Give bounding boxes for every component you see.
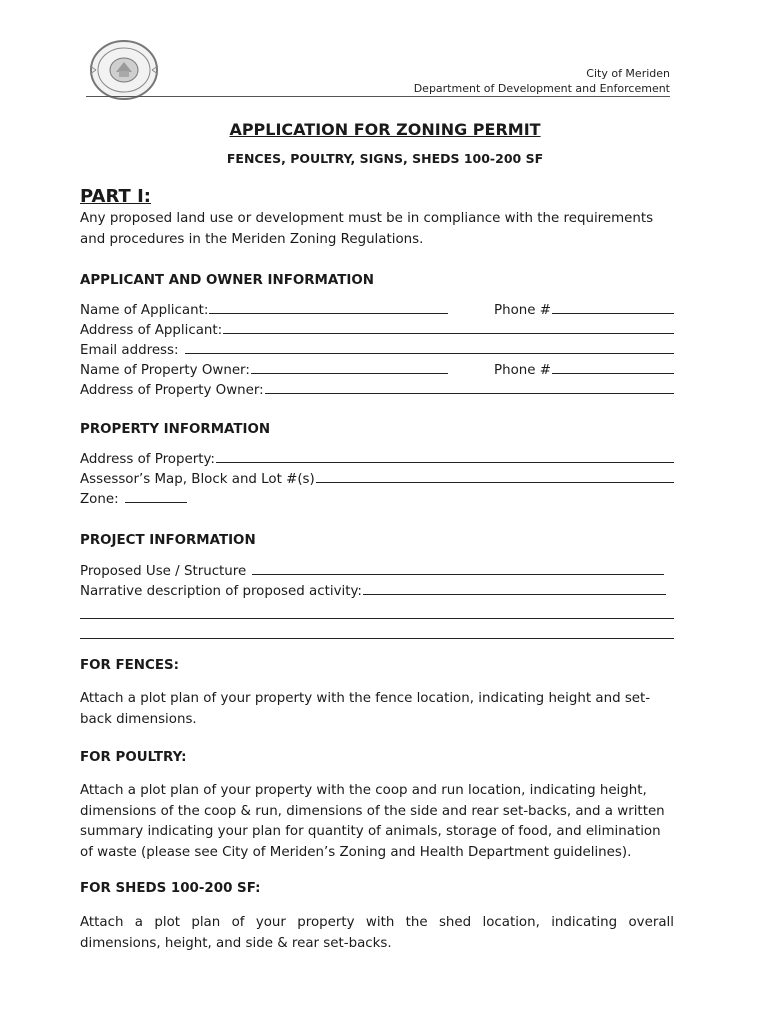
- narrative-line[interactable]: [80, 619, 674, 639]
- email-row: [80, 338, 674, 358]
- poultry-paragraph: [80, 781, 674, 863]
- applicant-address-label: Address of Applicant:: [80, 323, 223, 338]
- owner-address-field[interactable]: [265, 392, 674, 394]
- owner-phone-field[interactable]: [552, 372, 674, 374]
- fences-line: Attach a plot plan of your property with the fence location, indicating height and set-: [80, 691, 651, 706]
- applicant-address-field[interactable]: [223, 332, 674, 334]
- zone-label: Zone:: [80, 492, 119, 507]
- proposed-use-row: [80, 559, 674, 579]
- department-name: Department of Development and Enforcement: [413, 82, 670, 95]
- zone-field[interactable]: [125, 501, 187, 503]
- city-seal-logo: [86, 38, 162, 102]
- property-section-heading: PROPERTY INFORMATION: [80, 422, 271, 437]
- assessor-row: [80, 467, 674, 487]
- header-divider: [86, 96, 670, 97]
- property-address-label: Address of Property:: [80, 452, 215, 467]
- email-label: Email address:: [80, 343, 179, 358]
- owner-address-label: Address of Property Owner:: [80, 383, 264, 398]
- owner-address-row: [80, 378, 674, 398]
- city-name: City of Meriden: [586, 67, 670, 80]
- fences-heading: FOR FENCES:: [80, 658, 179, 673]
- sheds-line: Attach a plot plan of your property with the shed location, indicating overall: [80, 915, 674, 930]
- applicant-fields: [80, 298, 674, 398]
- poultry-line: dimensions of the coop & run, dimensions of the side and rear set-backs, and a written: [80, 803, 665, 819]
- narrative-row: [80, 579, 674, 599]
- applicant-name-row: [80, 298, 674, 318]
- poultry-line: of waste (please see City of Meriden’s Zoning and Health Department guidelines).: [80, 844, 632, 860]
- poultry-heading: FOR POULTRY:: [80, 750, 187, 765]
- intro-line: Any proposed land use or development must be in compliance with the requirements: [80, 211, 654, 226]
- narrative-field[interactable]: [363, 593, 666, 595]
- part-heading: PART I:: [80, 186, 151, 207]
- sheds-paragraph: [80, 913, 674, 954]
- owner-name-field[interactable]: [251, 372, 448, 374]
- assessor-field[interactable]: [316, 481, 674, 483]
- email-field[interactable]: [185, 352, 674, 354]
- assessor-label: Assessor’s Map, Block and Lot #(s): [80, 472, 315, 487]
- applicant-name-label: Name of Applicant:: [80, 303, 209, 318]
- project-section-heading: PROJECT INFORMATION: [80, 533, 256, 548]
- property-address-field[interactable]: [216, 461, 674, 463]
- property-fields: [80, 447, 674, 507]
- page-subtitle: FENCES, POULTRY, SIGNS, SHEDS 100-200 SF: [226, 151, 544, 166]
- project-fields: [80, 559, 674, 639]
- sheds-heading: FOR SHEDS 100-200 SF:: [80, 881, 261, 896]
- proposed-use-label: Proposed Use / Structure: [80, 564, 247, 579]
- poultry-line: Attach a plot plan of your property with the coop and run location, indicating height,: [80, 783, 647, 798]
- applicant-address-row: [80, 318, 674, 338]
- applicant-phone-field[interactable]: [552, 312, 674, 314]
- intro-paragraph: [80, 209, 674, 250]
- sheds-line: dimensions, height, and side & rear set-backs.: [80, 935, 392, 951]
- intro-line: and procedures in the Meriden Zoning Regulations.: [80, 231, 424, 247]
- owner-name-row: [80, 358, 674, 378]
- fences-line: back dimensions.: [80, 711, 197, 727]
- zone-row: [80, 487, 674, 507]
- page-title: APPLICATION FOR ZONING PERMIT: [229, 120, 541, 139]
- fences-paragraph: [80, 689, 674, 730]
- applicant-section-heading: APPLICANT AND OWNER INFORMATION: [80, 273, 374, 288]
- applicant-phone-label: Phone #: [494, 303, 551, 318]
- narrative-label: Narrative description of proposed activity:: [80, 584, 362, 599]
- poultry-line: summary indicating your plan for quantity of animals, storage of food, and elimination: [80, 824, 661, 839]
- property-address-row: [80, 447, 674, 467]
- proposed-use-field[interactable]: [252, 573, 664, 575]
- department-header: [414, 66, 670, 96]
- applicant-name-field[interactable]: [209, 312, 448, 314]
- narrative-line[interactable]: [80, 599, 674, 619]
- owner-name-label: Name of Property Owner:: [80, 363, 250, 378]
- owner-phone-label: Phone #: [494, 363, 551, 378]
